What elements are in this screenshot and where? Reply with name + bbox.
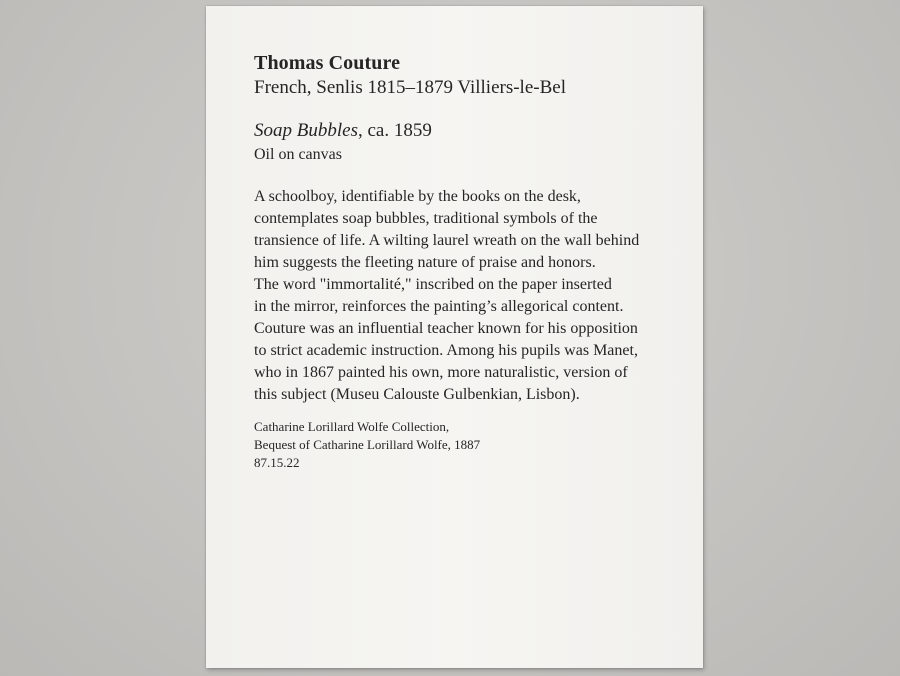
description-line: contemplates soap bubbles, traditional symbols of the — [254, 210, 598, 227]
description-line: who in 1867 painted his own, more naturalistic, version of — [254, 364, 628, 381]
description-line: this subject (Museu Calouste Gulbenkian, Lisbon). — [254, 386, 580, 403]
artwork-title-line — [254, 120, 432, 142]
description-line: in the mirror, reinforces the painting’s allegorical content. — [254, 298, 624, 315]
credit-collection: Catharine Lorillard Wolfe Collection, — [254, 419, 450, 434]
description-line: him suggests the fleeting nature of praise and honors. — [254, 254, 596, 271]
artwork-description — [254, 186, 684, 406]
description-line: to strict academic instruction. Among his pupils was Manet, — [254, 342, 638, 359]
description-line: The word "immortalité," inscribed on the paper inserted — [254, 276, 612, 293]
description-line: A schoolboy, identifiable by the books on the desk, — [254, 188, 581, 205]
description-line: transience of life. A wilting laurel wreath on the wall behind — [254, 232, 640, 249]
artist-name: Thomas Couture — [254, 52, 401, 74]
artwork-title: Soap Bubbles — [254, 120, 358, 141]
description-line: Couture was an influential teacher known for his opposition — [254, 320, 638, 337]
artwork-medium: Oil on canvas — [254, 146, 342, 163]
credit-line-block — [254, 418, 480, 472]
accession-number: 87.15.22 — [254, 455, 300, 470]
museum-wall-label — [206, 6, 703, 668]
artwork-date: , ca. 1859 — [357, 120, 432, 141]
artist-bio: French, Senlis 1815–1879 Villiers-le-Bel — [254, 77, 566, 98]
credit-bequest: Bequest of Catharine Lorillard Wolfe, 1887 — [254, 437, 481, 452]
